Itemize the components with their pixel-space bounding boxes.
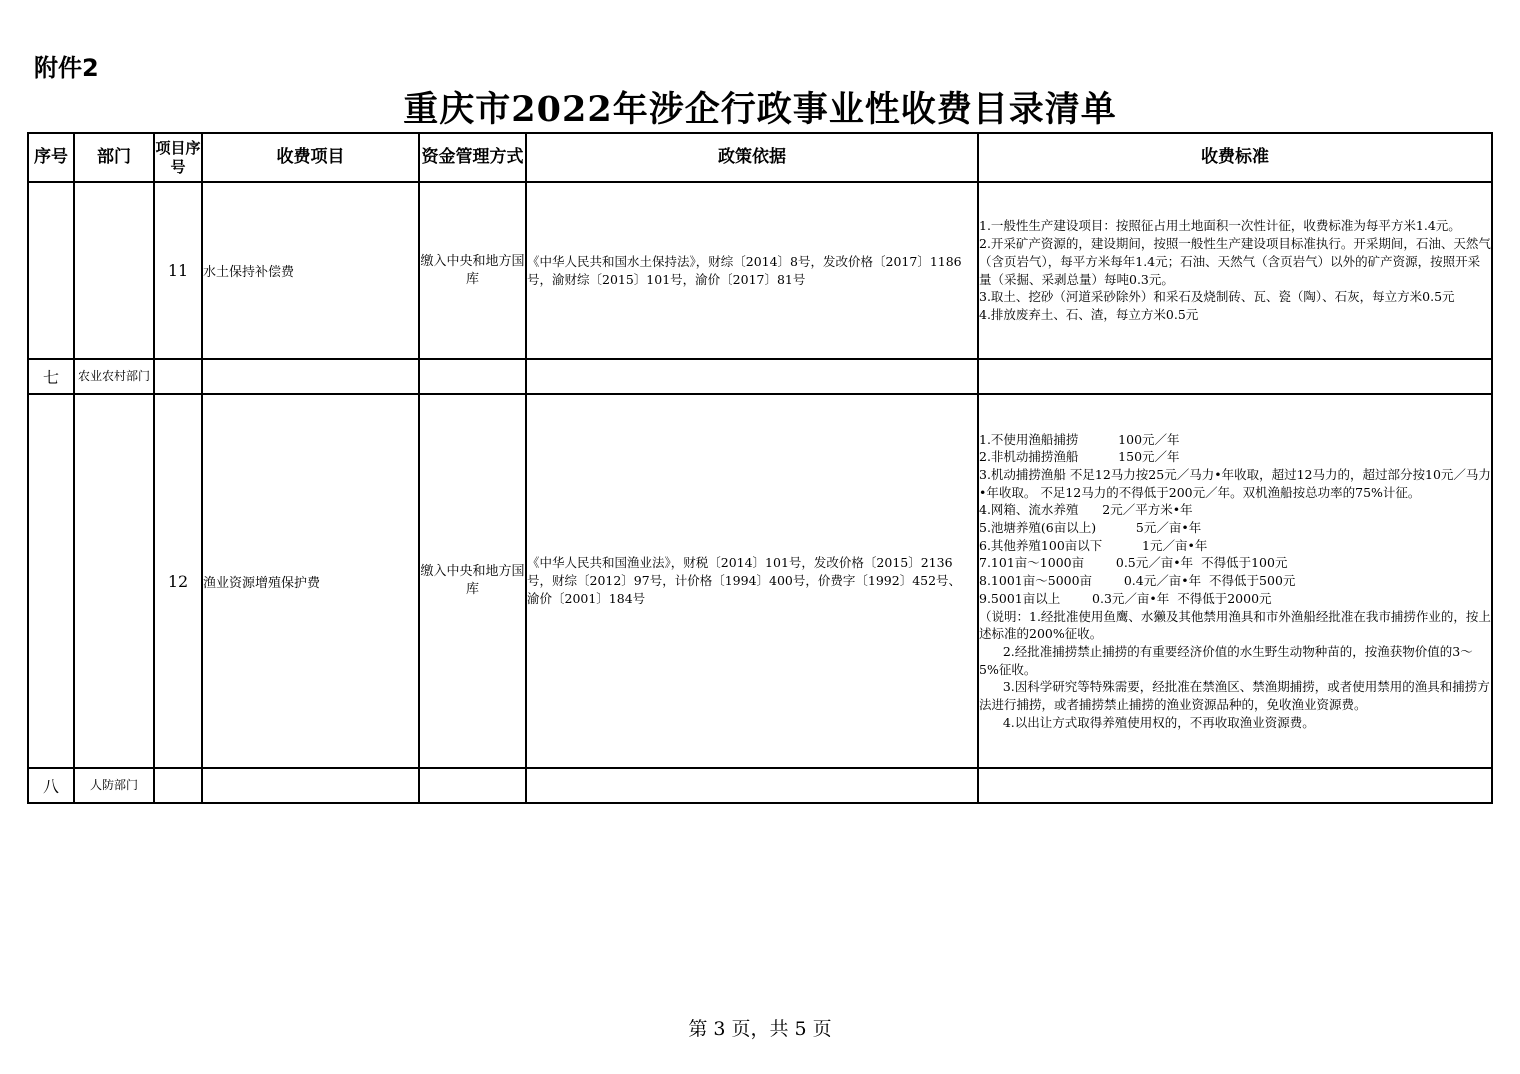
header-dept: 部门 <box>74 133 154 182</box>
dept-cell: 农业农村部门 <box>74 359 154 394</box>
seq-cell: 八 <box>28 768 74 803</box>
empty-cell <box>202 768 419 803</box>
dept-cell <box>74 394 154 768</box>
header-item-seq: 项目序号 <box>154 133 202 182</box>
fee-standard-line: 8.1001亩～5000亩 0.4元／亩•年 不得低于500元 <box>979 573 1296 589</box>
header-seq: 序号 <box>28 133 74 182</box>
empty-cell <box>978 768 1492 803</box>
fund-mgmt-cell: 缴入中央和地方国库 <box>419 182 526 359</box>
empty-cell <box>419 768 526 803</box>
fee-standard-line: 2.经批准捕捞禁止捕捞的有重要经济价值的水生野生动物种苗的，按渔获物价值的3～5%征收。 <box>979 643 1473 677</box>
empty-cell <box>526 768 978 803</box>
empty-cell <box>419 359 526 394</box>
fee-standard-cell <box>978 182 1492 359</box>
seq-cell: 七 <box>28 359 74 394</box>
fee-item-cell: 渔业资源增殖保护费 <box>202 394 419 768</box>
empty-cell <box>202 359 419 394</box>
empty-cell <box>526 359 978 394</box>
empty-cell <box>978 359 1492 394</box>
fee-standard-line: 2.开采矿产资源的，建设期间，按照一般性生产建设项目标准执行。开采期间，石油、天然气（含页岩气），每平方米每年1.4元；石油、天然气（含页岩气）以外的矿产资源，按照开采量（采掘、采剥总量）每吨0.3元。 <box>979 236 1491 287</box>
section-row <box>28 768 1492 803</box>
fund-mgmt-cell: 缴入中央和地方国库 <box>419 394 526 768</box>
page-footer: 第 3 页，共 5 页 <box>688 1018 832 1040</box>
fee-standard-line: 5.池塘养殖(6亩以上) 5元／亩•年 <box>979 520 1202 536</box>
header-policy-basis: 政策依据 <box>526 133 978 182</box>
item-seq-cell: 12 <box>154 394 202 768</box>
empty-cell <box>154 359 202 394</box>
policy-basis-cell: 《中华人民共和国渔业法》，财税〔2014〕101号，发改价格〔2015〕2136号，财综〔2012〕97号，计价格〔1994〕400号，价费字〔1992〕452号、 渝价〔2001〕184号 <box>526 394 978 768</box>
header-row <box>28 133 1492 182</box>
fee-standard-line: 3.因科学研究等特殊需要，经批准在禁渔区、禁渔期捕捞，或者使用禁用的渔具和捕捞方法进行捕捞，或者捕捞禁止捕捞的渔业资源品种的，免收渔业资源费。 <box>979 679 1490 713</box>
fee-standard-line: 9.5001亩以上 0.3元／亩•年 不得低于2000元 <box>979 590 1272 606</box>
attachment-label: 附件2 <box>34 54 99 82</box>
fee-standard-line: 7.101亩～1000亩 0.5元／亩•年 不得低于100元 <box>979 555 1288 571</box>
header-fee-item: 收费项目 <box>202 133 419 182</box>
table-row <box>28 182 1492 359</box>
empty-cell <box>154 768 202 803</box>
fee-item-cell: 水土保持补偿费 <box>202 182 419 359</box>
header-fee-standard: 收费标准 <box>978 133 1492 182</box>
fee-standard-line: 2.非机动捕捞渔船 150元／年 <box>979 449 1180 465</box>
fee-standard-cell <box>978 394 1492 768</box>
fee-standard-line: 4.以出让方式取得养殖使用权的，不再收取渔业资源费。 <box>979 714 1315 730</box>
page-title: 重庆市2022年涉企行政事业性收费目录清单 <box>403 89 1117 130</box>
dept-cell <box>74 182 154 359</box>
fee-standard-line: （说明：1.经批准使用鱼鹰、水獭及其他禁用渔具和市外渔船经批准在我市捕捞作业的，按上述标准的200%征收。 <box>979 608 1491 642</box>
header-fund-mgmt: 资金管理方式 <box>419 133 526 182</box>
seq-cell <box>28 394 74 768</box>
policy-basis-cell: 《中华人民共和国水土保持法》，财综〔2014〕8号，发改价格〔2017〕1186号，渝财综〔2015〕101号，渝价〔2017〕81号 <box>526 182 978 359</box>
item-seq-cell: 11 <box>154 182 202 359</box>
fee-standard-line: 4.网箱、流水养殖 2元／平方米•年 <box>979 502 1193 518</box>
dept-cell: 人防部门 <box>74 768 154 803</box>
seq-cell <box>28 182 74 359</box>
section-row <box>28 359 1492 394</box>
fee-standard-line: 1.不使用渔船捕捞 100元／年 <box>979 431 1180 447</box>
fee-standard-line: 3.取土、挖砂（河道采砂除外）和采石及烧制砖、瓦、瓷（陶）、石灰，每立方米0.5元 <box>979 289 1455 305</box>
fee-standard-line: 1.一般性生产建设项目：按照征占用土地面积一次性计征，收费标准为每平方米1.4元。 <box>979 218 1461 234</box>
fee-standard-line: 3.机动捕捞渔船 不足12马力按25元／马力•年收取，超过12马力的，超过部分按10元／马力•年收取。 不足12马力的不得低于200元／年。双机渔船按总功率的75%计征。 <box>979 466 1491 500</box>
fee-table <box>27 132 1493 804</box>
table-row <box>28 394 1492 768</box>
fee-standard-line: 6.其他养殖100亩以下 1元／亩•年 <box>979 537 1208 553</box>
fee-standard-line: 4.排放废弃土、石、渣，每立方米0.5元 <box>979 306 1199 322</box>
